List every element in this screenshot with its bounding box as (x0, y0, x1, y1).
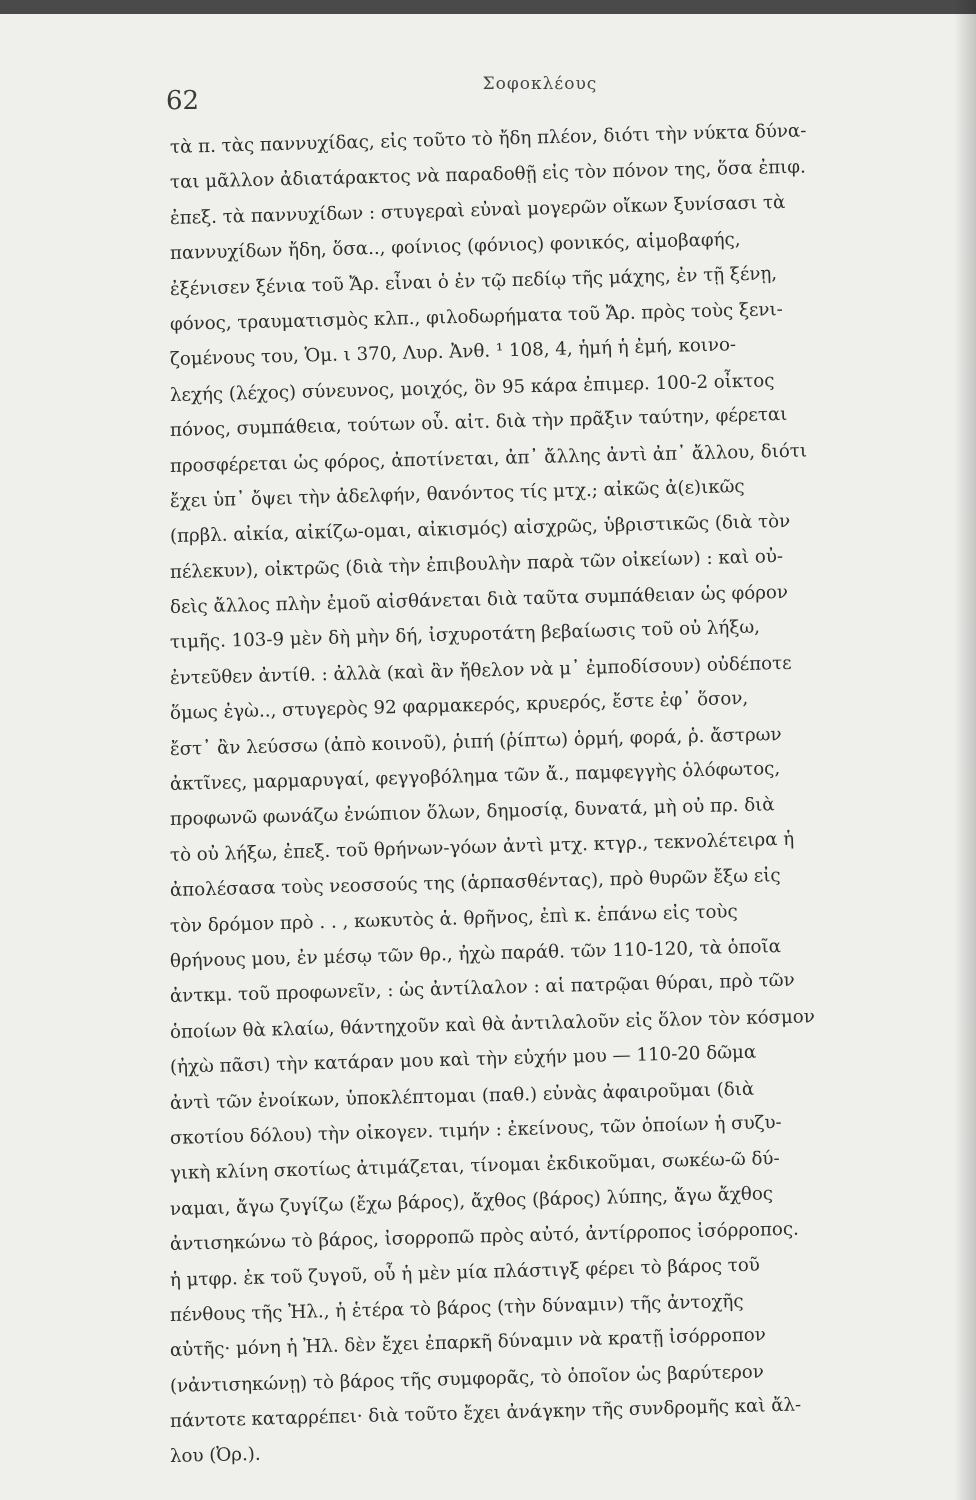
text-line: αὐτῆς· μόνη ἡ Ἠλ. δὲν ἔχει ἐπαρκῆ δύναμιν νὰ κρατῇ ἰσόρροπον (169, 1324, 767, 1362)
text-line: τὰ π. τὰς παννυχίδας, εἰς τοῦτο τὸ ἤδη πλέον, διότι τὴν νύκτα δύνα- (169, 120, 807, 158)
text-line: ὁποίων θὰ κλαίω, θάντηχοῦν καὶ θὰ ἀντιλαλοῦν εἰς ὅλον τὸν κόσμον (169, 1006, 816, 1043)
text-line: προφωνῶ φωνάζω ἐνώπιον ὅλων, δημοσίᾳ, δυνατά, μὴ οὐ πρ. διὰ (169, 794, 775, 831)
page-number: 62 (166, 86, 200, 116)
text-line: ὅμως ἐγὼ.., στυγερὸς 92 φαρμακερός, κρυερός, ἔστε ἐφ᾽ ὅσον, (169, 688, 749, 725)
text-line: ἀπολέσασα τοὺς νεοσσούς της (ἁρπασθέντας), πρὸ θυρῶν ἔξω εἰς (169, 865, 781, 902)
text-line: γικὴ κλίνη σκοτίως ἀτιμάζεται, τίνομαι ἐκδικοῦμαι, σωκέω-ῶ δύ- (169, 1148, 780, 1185)
text-line: ἀντισηκώνω τὸ βάρος, ἰσορροπῶ πρὸς αὐτό, ἀντίρροπος ἰσόρροπος. (169, 1218, 800, 1256)
text-line: προσφέρεται ὡς φόρος, ἀποτίνεται, ἀπ᾽ ἄλλης ἀντὶ ἀπ᾽ ἄλλου, διότι (169, 439, 808, 477)
text-line: δεὶς ἄλλος πλὴν ἐμοῦ αἰσθάνεται διὰ ταῦτα συμπάθειαν ὡς φόρον (169, 581, 789, 619)
text-line: ἔστ᾽ ἂν λεύσσω (ἀπὸ κοινοῦ), ῥιπή (ῥίπτω) ὁρμή, φορά, ῥ. ἄστρων (169, 723, 782, 760)
text-line: ἐξένισεν ξένια τοῦ Ἄρ. εἶναι ὁ ἐν τῷ πεδίῳ τῆς μάχης, ἐν τῇ ξένῃ, (169, 262, 778, 300)
text-line: ται μᾶλλον ἀδιατάρακτος νὰ παραδοθῇ εἰς τὸν πόνον της, ὅσα ἐπιφ. (169, 156, 807, 194)
text-line: (ἠχὼ πᾶσι) τὴν κατάραν μου καὶ τὴν εὐχήν μου — 110-20 δῶμα (169, 1041, 757, 1079)
commentary-body (169, 120, 950, 1475)
text-line: ἡ μτφρ. ἐκ τοῦ ζυγοῦ, οὗ ἡ μὲν μία πλάστιγξ φέρει τὸ βάρος τοῦ (169, 1254, 761, 1291)
page-gutter-shadow (954, 0, 976, 1500)
text-line: ἀκτῖνες, μαρμαρυγαί, φεγγοβόλημα τῶν ἄ., παμφεγγὴς ὁλόφωτος, (169, 758, 781, 796)
text-line: ἀντκμ. τοῦ προφωνεῖν, : ὡς ἀντίλαλον : αἱ πατρῷαι θύραι, πρὸ τῶν (169, 970, 795, 1008)
running-head: Σοφοκλέους (482, 74, 598, 94)
text-line: τὸ οὐ λήξω, ἐπεξ. τοῦ θρήνων-γόων ἀντὶ μτχ. κτγρ., τεκνολέτειρα ἡ (169, 828, 795, 866)
text-line: ἔχει ὑπ᾽ ὄψει τὴν ἀδελφήν, θανόντος τίς μτχ.; αἰκῶς ἀ(ε)ικῶς (169, 475, 745, 512)
text-line: πάντοτε καταρρέπει· διὰ τοῦτο ἔχει ἀνάγκην τῆς συνδρομῆς καὶ ἄλ- (169, 1394, 802, 1433)
text-line: ζομένους του, Ὁμ. ι 370, Λυρ. Ἀνθ. ¹ 108, 4, ἡμή ἡ ἐμή, κοινο- (169, 334, 737, 371)
text-line: (νἀντισηκώνῃ) τὸ βάρος τῆς συμφορᾶς, τὸ ὁποῖον ὡς βαρύτερον (169, 1361, 765, 1397)
text-line: (πρβλ. αἰκία, αἰκίζω-ομαι, αἰκισμός) αἰσχρῶς, ὑβριστικῶς (διὰ τὸν (169, 511, 791, 548)
text-line: σκοτίου δόλου) τὴν οἰκογεν. τιμήν : ἐκείνους, τῶν ὁποίων ἡ συζυ- (169, 1111, 782, 1149)
text-line: τιμῆς. 103-9 μὲν δὴ μὴν δή, ἰσχυροτάτη βεβαίωσις τοῦ οὐ λήξω, (169, 617, 761, 654)
text-line: παννυχίδων ἤδη, ὅσα.., φοίνιος (φόνιος) φονικός, αἱμοβαφής, (169, 229, 741, 265)
text-line: ἐντεῦθεν ἀντίθ. : ἀλλὰ (καὶ ἂν ἤθελον νὰ μ᾽ ἐμποδίσουν) οὐδέποτε (169, 652, 792, 689)
text-line: φόνος, τραυματισμὸς κλπ., φιλοδωρήματα τοῦ Ἄρ. πρὸς τοὺς ξενι- (169, 298, 784, 335)
text-line: ἀντὶ τῶν ἐνοίκων, ὑποκλέπτομαι (παθ.) εὐνὰς ἀφαιροῦμαι (διὰ (169, 1078, 755, 1114)
text-line: πέλεκυν), οἰκτρῶς (διὰ τὴν ἐπιβουλὴν παρὰ τῶν οἰκείων) : καὶ οὐ- (169, 545, 784, 583)
text-line: λεχής (λέχος) σύνευνος, μοιχός, ὃν 95 κάρα ἐπιμερ. 100-2 οἶκτος (169, 369, 775, 406)
text-line: λου (Ὀρ.). (169, 1444, 261, 1468)
text-line: ναμαι, ἄγω ζυγίζω (ἔχω βάρος), ἄχθος (βάρος) λύπης, ἄγω ἄχθος (169, 1182, 774, 1220)
text-line: πόνος, συμπάθεια, τούτων οὗ. αἰτ. διὰ τὴν πρᾶξιν ταύτην, φέρεται (169, 403, 788, 442)
text-line: θρήνους μου, ἐν μέσῳ τῶν θρ., ἠχὼ παράθ. τῶν 110-120, τὰ ὁποῖα (169, 936, 782, 972)
text-line: πένθους τῆς Ἠλ., ἡ ἑτέρα τὸ βάρος (τὴν δύναμιν) τῆς ἀντοχῆς (169, 1290, 744, 1326)
scan-top-edge (0, 0, 976, 14)
text-line: ἐπεξ. τὰ παννυχίδων : στυγεραὶ εὐναὶ μογερῶν οἴκων ξυνίσασι τὰ (169, 191, 786, 229)
text-line: τὸν δρόμον πρὸ . . , κωκυτὸς ἁ. θρῆνος, ἐπὶ κ. ἐπάνω εἰς τοὺς (169, 900, 738, 937)
